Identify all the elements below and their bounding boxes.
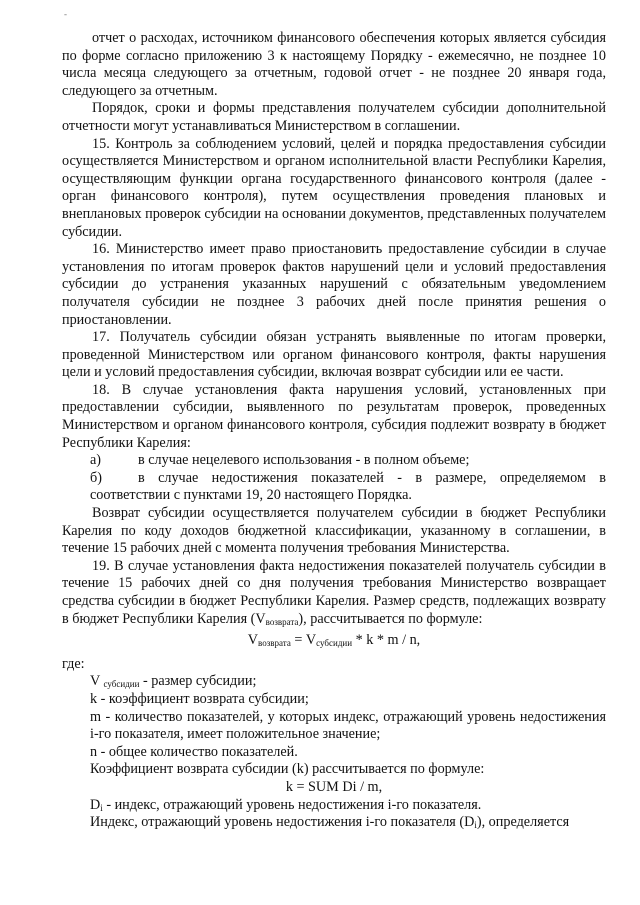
definition-n: n - общее количество показателей. <box>90 743 298 760</box>
def-di-v: D <box>90 796 101 813</box>
paragraph-return: Возврат субсидии осуществляется получателем субсидии в бюджет Республики Карелия по коду доходов бюджетной классификации, указанному в соглашении, в течение 15 рабочих дней с момента получения требования Министерства. <box>62 505 606 557</box>
paragraph-19-subscript: возврата <box>265 616 299 627</box>
list-text-b: в случае недостижения показателей - в размере, определяемом в соответствии с пунктами 19, 20 настоящего Порядка. <box>90 469 606 504</box>
formula-equals: = V <box>290 632 317 649</box>
k-formula-intro: Коэффициент возврата субсидии (k) рассчитывается по формуле: <box>90 761 485 778</box>
paragraph-19-end: ), рассчитывается по формуле: <box>298 610 483 627</box>
corner-mark: - <box>64 9 67 19</box>
list-marker-a: а) <box>90 452 102 469</box>
paragraph-report-continuation: отчет о расходах, источником финансового обеспечения которых является субсидия по форме согласно приложению 3 к настоящему Порядку - ежемесячно, не позднее 10 числа месяца следующего за отчетным, годовой отчет - не позднее 20 января года, следующего за отчетным. <box>62 30 606 99</box>
list-item-a <box>62 452 606 470</box>
where-label: где: <box>62 655 85 672</box>
index-sub: i <box>474 820 477 831</box>
list-item-b <box>62 470 606 505</box>
paragraph-18: 18. В случае установления факта нарушения условий, установленных при предоставлении субсидии, выявленного по результатам проверок, проведенных Министерством и органом финансового контроля, субсидия подлежит возврату в бюджет Республики Карелия: <box>62 381 606 451</box>
def-v-text: - размер субсидии; <box>139 673 257 690</box>
formula-return-amount <box>62 632 606 650</box>
paragraph-19-text: 19. В случае установления факта недостижения показателей получатель субсидии в течение 15 рабочих дней со дня получения требования Министерство возвращает средства субсидии в бюджет Республики Карелия. Размер средств, подлежащих возврату в бюджет Республики Карелия (V <box>62 557 606 627</box>
paragraph-17: 17. Получатель субсидии обязан устранять выявленные по итогам проверки, проведенной Министерством или органом финансового контроля, факты нарушения цели и условий предоставления субсидии, включая возврат субсидии или ее части. <box>62 329 606 381</box>
definition-k: k - коэффициент возврата субсидии; <box>90 690 309 707</box>
paragraph-15: 15. Контроль за соблюдением условий, целей и порядка предоставления субсидии осуществляется Министерством и органом исполнительной власти Республики Карелия, осуществляющим функции органа государственного финансового контроля (далее - орган финансового контроля), путем осуществления проведения плановых и внеплановых проверок субсидии на основании документов, представленных получателем субсидии. <box>62 135 607 240</box>
paragraph-19 <box>62 558 606 628</box>
list-text-a: в случае нецелевого использования - в полном объеме; <box>138 452 470 469</box>
formula-k: k = SUM Di / m, <box>285 778 383 795</box>
paragraph-additional-reporting: Порядок, сроки и формы представления получателем субсидии дополнительной отчетности могут устанавливаться Министерством в соглашении. <box>62 100 606 134</box>
formula-rest: * k * m / n, <box>352 632 421 649</box>
formula-sub-subsidy: субсидии <box>316 638 353 649</box>
def-v-sub: субсидии <box>103 679 140 690</box>
definition-v-subsidy <box>62 673 606 691</box>
paragraph-index-start <box>62 814 606 832</box>
definition-m: m - количество показателей, у которых индекс, отражающий уровень недостижения i-го показателя, имеет положительное значение; <box>90 708 606 743</box>
index-text-b: ), определяется <box>476 814 570 831</box>
formula-v: V <box>247 632 259 649</box>
list-marker-b: б) <box>90 469 102 486</box>
index-text-a: Индекс, отражающий уровень недостижения i-го показателя (D <box>90 814 475 831</box>
def-v: V <box>90 673 104 690</box>
def-di-sub: i <box>100 802 103 813</box>
def-di-text: - индекс, отражающий уровень недостижения i-го показателя. <box>102 796 482 813</box>
formula-sub-return: возврата <box>258 638 291 649</box>
paragraph-16: 16. Министерство имеет право приостановить предоставление субсидии в случае установления по итогам проверок фактов нарушений цели и условий предоставления субсидии до устранения указанных нарушений с обязательным уведомлением получателя субсидии не позднее 3 рабочих дней после принятия решения о приостановлении. <box>62 241 606 328</box>
definition-di <box>62 797 606 815</box>
